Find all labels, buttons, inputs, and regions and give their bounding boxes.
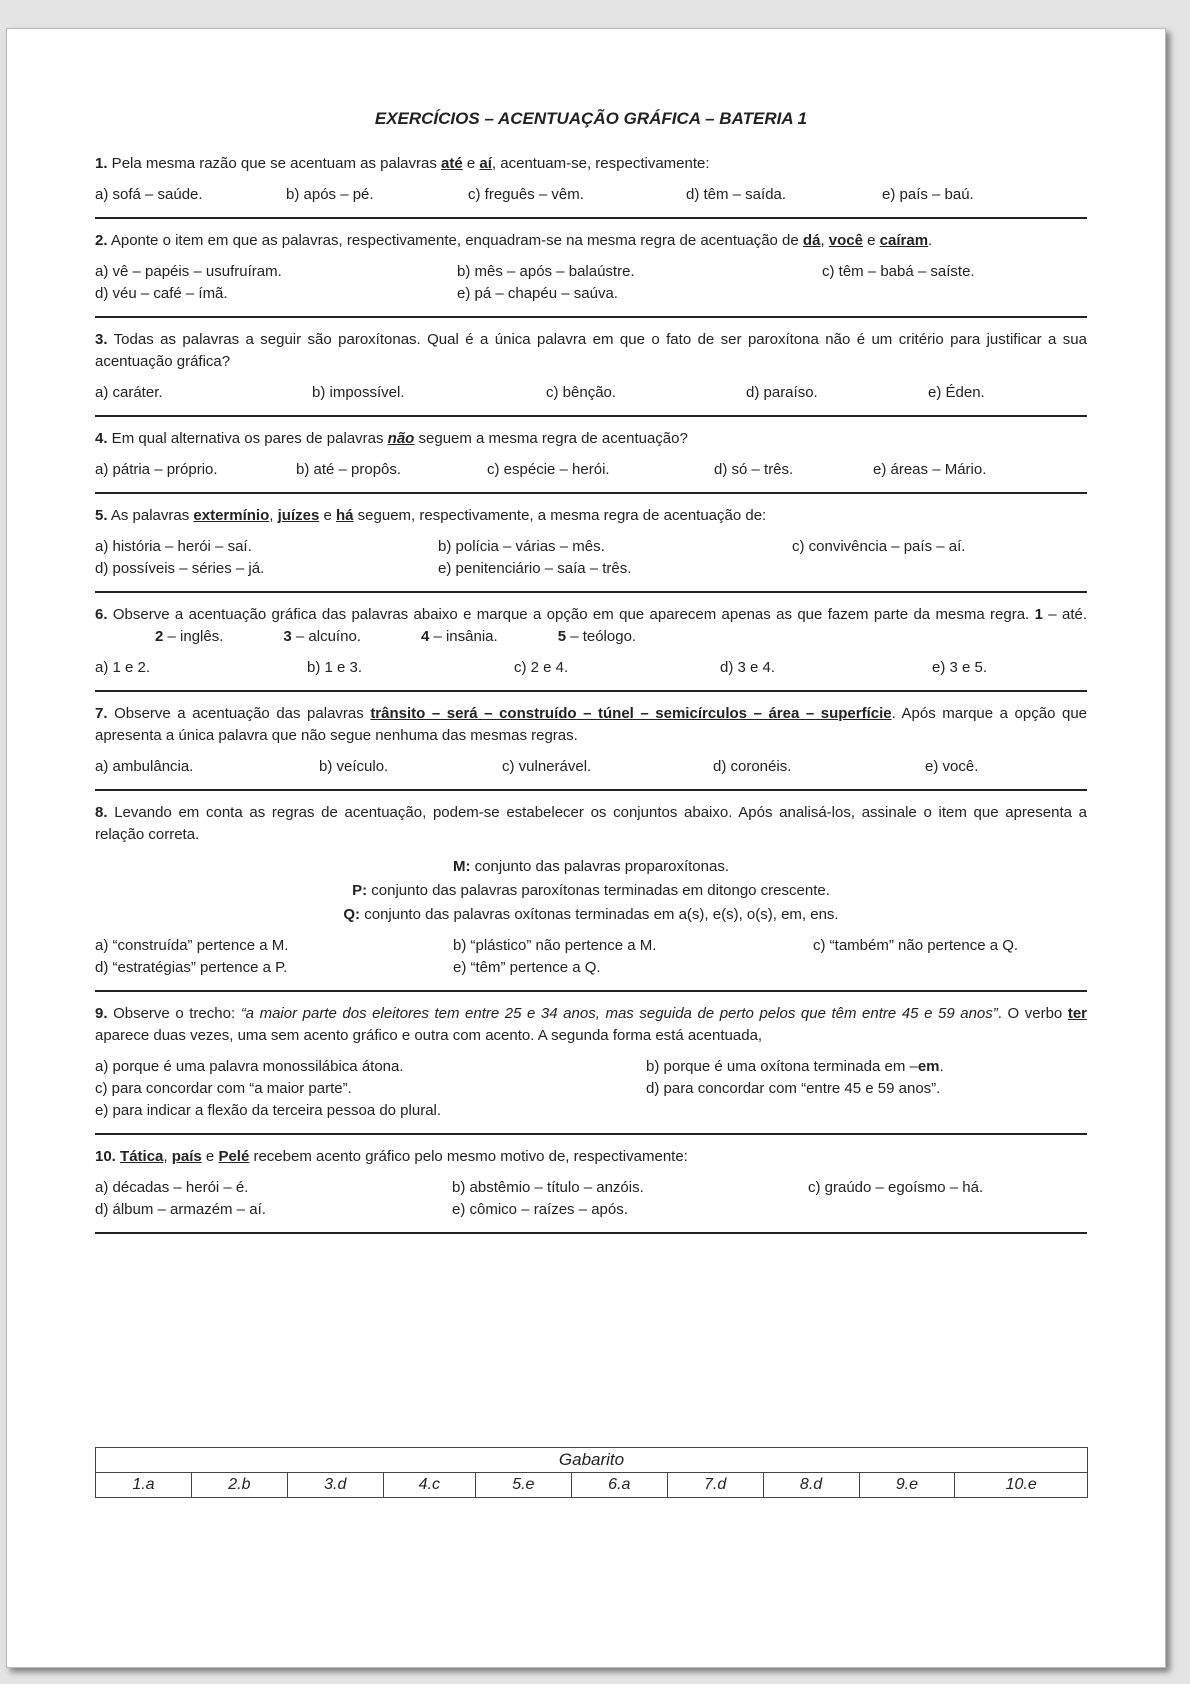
option-a: a) sofá – saúde. [95,186,203,203]
question-1 [95,153,1087,206]
option-d: d) só – três. [714,461,794,478]
options-row [95,382,1087,404]
option-e: e) pá – chapéu – saúva. [457,285,618,302]
option-d: d) véu – café – ímã. [95,285,228,302]
answer-cell: 5.e [475,1473,571,1498]
answer-cell: 3.d [287,1473,383,1498]
option-a: a) “construída” pertence a M. [95,937,289,954]
option-c: c) graúdo – egoísmo – há. [808,1179,984,1196]
question-9 [95,1003,1087,1122]
option-b: b) porque é uma oxítona terminada em –em. [646,1058,944,1075]
question-5 [95,505,1087,580]
option-e: e) áreas – Mário. [873,461,987,478]
question-2 [95,230,1087,305]
answer-cell: 6.a [571,1473,667,1498]
question-stem: 10. Tática, país e Pelé recebem acento gráfico pelo mesmo motivo de, respectivamente: [95,1148,688,1165]
question-7 [95,703,1087,778]
question-stem: 2. Aponte o item em que as palavras, respectivamente, enquadram-se na mesma regra de acentuação de dá, você e caíram. [95,232,933,249]
answer-key-row [96,1473,1088,1498]
exercise-content [95,109,1087,1245]
divider [95,1133,1087,1135]
option-a: a) vê – papéis – usufruíram. [95,263,282,280]
option-b: b) “plástico” não pertence a M. [453,937,657,954]
divider [95,217,1087,219]
option-a: a) porque é uma palavra monossilábica átona. [95,1058,404,1075]
question-8 [95,802,1087,979]
option-a: a) ambulância. [95,758,194,775]
option-d: d) têm – saída. [686,186,787,203]
answer-cell: 9.e [859,1473,955,1498]
options-grid [95,536,1087,580]
option-e: e) cômico – raízes – após. [452,1201,628,1218]
option-e: e) país – baú. [882,186,974,203]
question-stem: 5. As palavras extermínio, juízes e há seguem, respectivamente, a mesma regra de acentuação de: [95,507,767,524]
question-stem: 7. Observe a acentuação das palavras trânsito – será – construído – túnel – semicírculos – área – superfície. Após marque a opção que apresenta a única palavra que não segue nenhuma das mesmas regras. [95,705,1088,744]
answer-cell: 2.b [191,1473,287,1498]
divider [95,990,1087,992]
option-b: b) até – propôs. [296,461,402,478]
page-title: EXERCÍCIOS – ACENTUAÇÃO GRÁFICA – BATERIA 1 [374,109,808,128]
divider [95,415,1087,417]
option-d: d) paraíso. [746,384,818,401]
option-e: e) “têm” pertence a Q. [453,959,601,976]
answer-key-table [95,1447,1088,1498]
option-a: a) história – herói – saí. [95,538,252,555]
divider [95,591,1087,593]
divider [95,690,1087,692]
question-stem: 9. Observe o trecho: “a maior parte dos eleitores tem entre 25 e 34 anos, mas seguida de perto pelos que têm entre 45 e 59 anos”. O verbo ter aparece duas vezes, uma sem acento gráfico e outra com acento. A segunda forma está acentuada, [95,1005,1088,1044]
answer-key-header-row [96,1448,1088,1473]
answer-cell: 4.c [383,1473,475,1498]
answer-cell: 8.d [763,1473,859,1498]
option-e: e) você. [925,758,979,775]
option-d: d) possíveis – séries – já. [95,560,265,577]
options-row [95,184,1087,206]
option-d: d) “estratégias” pertence a P. [95,959,288,976]
option-d: d) 3 e 4. [720,659,776,676]
option-b: b) veículo. [319,758,389,775]
option-b: b) mês – após – balaústre. [457,263,635,280]
answer-cell: 10.e [955,1473,1088,1498]
divider [95,1232,1087,1234]
divider [95,492,1087,494]
option-e: e) Éden. [928,384,985,401]
options-row [95,756,1087,778]
option-c: c) “também” não pertence a Q. [813,937,1019,954]
option-b: b) 1 e 3. [307,659,363,676]
option-c: c) freguês – vêm. [468,186,584,203]
option-b: b) abstêmio – título – anzóis. [452,1179,644,1196]
question-4 [95,428,1087,481]
option-c: c) 2 e 4. [514,659,569,676]
set-q: Q: conjunto das palavras oxítonas terminadas em a(s), e(s), o(s), em, ens. [343,906,839,923]
options-grid [95,1056,1087,1122]
options-grid [95,261,1087,305]
option-d: d) para concordar com “entre 45 e 59 anos”. [646,1080,941,1097]
option-b: b) após – pé. [286,186,374,203]
set-p: P: conjunto das palavras paroxítonas terminadas em ditongo crescente. [352,882,830,899]
option-a: a) décadas – herói – é. [95,1179,249,1196]
option-d: d) coronéis. [713,758,792,775]
option-a: a) pátria – próprio. [95,461,218,478]
option-c: c) bênção. [546,384,617,401]
question-stem: 3. Todas as palavras a seguir são paroxítonas. Qual é a única palavra em que o fato de ser paroxítona não é um critério para justificar a sua acentuação gráfica? [95,331,1087,370]
question-6 [95,604,1087,679]
option-c: c) para concordar com “a maior parte”. [95,1080,352,1097]
divider [95,316,1087,318]
option-e: e) para indicar a flexão da terceira pessoa do plural. [95,1102,442,1119]
options-grid [95,935,1087,979]
option-c: c) têm – babá – saíste. [822,263,975,280]
answer-cell: 7.d [667,1473,763,1498]
answer-key-title: Gabarito [96,1448,1088,1473]
option-e: e) penitenciário – saía – três. [438,560,632,577]
option-e: e) 3 e 5. [932,659,988,676]
option-c: c) convivência – país – aí. [792,538,966,555]
question-stem: 4. Em qual alternativa os pares de palavras não seguem a mesma regra de acentuação? [95,430,688,447]
options-row [95,459,1087,481]
answer-cell: 1.a [96,1473,192,1498]
question-stem: 1. Pela mesma razão que se acentuam as palavras até e aí, acentuam-se, respectivamente: [95,155,710,172]
options-row [95,657,1087,679]
document-page [6,28,1166,1668]
question-stem: 8. Levando em conta as regras de acentuação, podem-se estabelecer os conjuntos abaixo. Após analisá-los, assinale o item que apresenta a relação correta. [95,804,1087,843]
option-a: a) caráter. [95,384,163,401]
option-c: c) espécie – herói. [487,461,610,478]
question-3 [95,329,1087,404]
question-10 [95,1146,1087,1221]
option-d: d) álbum – armazém – aí. [95,1201,266,1218]
options-grid [95,1177,1087,1221]
option-b: b) polícia – várias – mês. [438,538,605,555]
question-stem: 6. Observe a acentuação gráfica das palavras abaixo e marque a opção em que aparecem apenas as que fazem parte da mesma regra. 1 – até.2 – inglês. 3 – alcuíno. 4 – insânia. 5 – teólogo. [95,606,1087,645]
option-c: c) vulnerável. [502,758,592,775]
option-a: a) 1 e 2. [95,659,151,676]
option-b: b) impossível. [312,384,405,401]
divider [95,789,1087,791]
set-definitions [95,855,1087,927]
set-m: M: conjunto das palavras proparoxítonas. [453,858,729,875]
